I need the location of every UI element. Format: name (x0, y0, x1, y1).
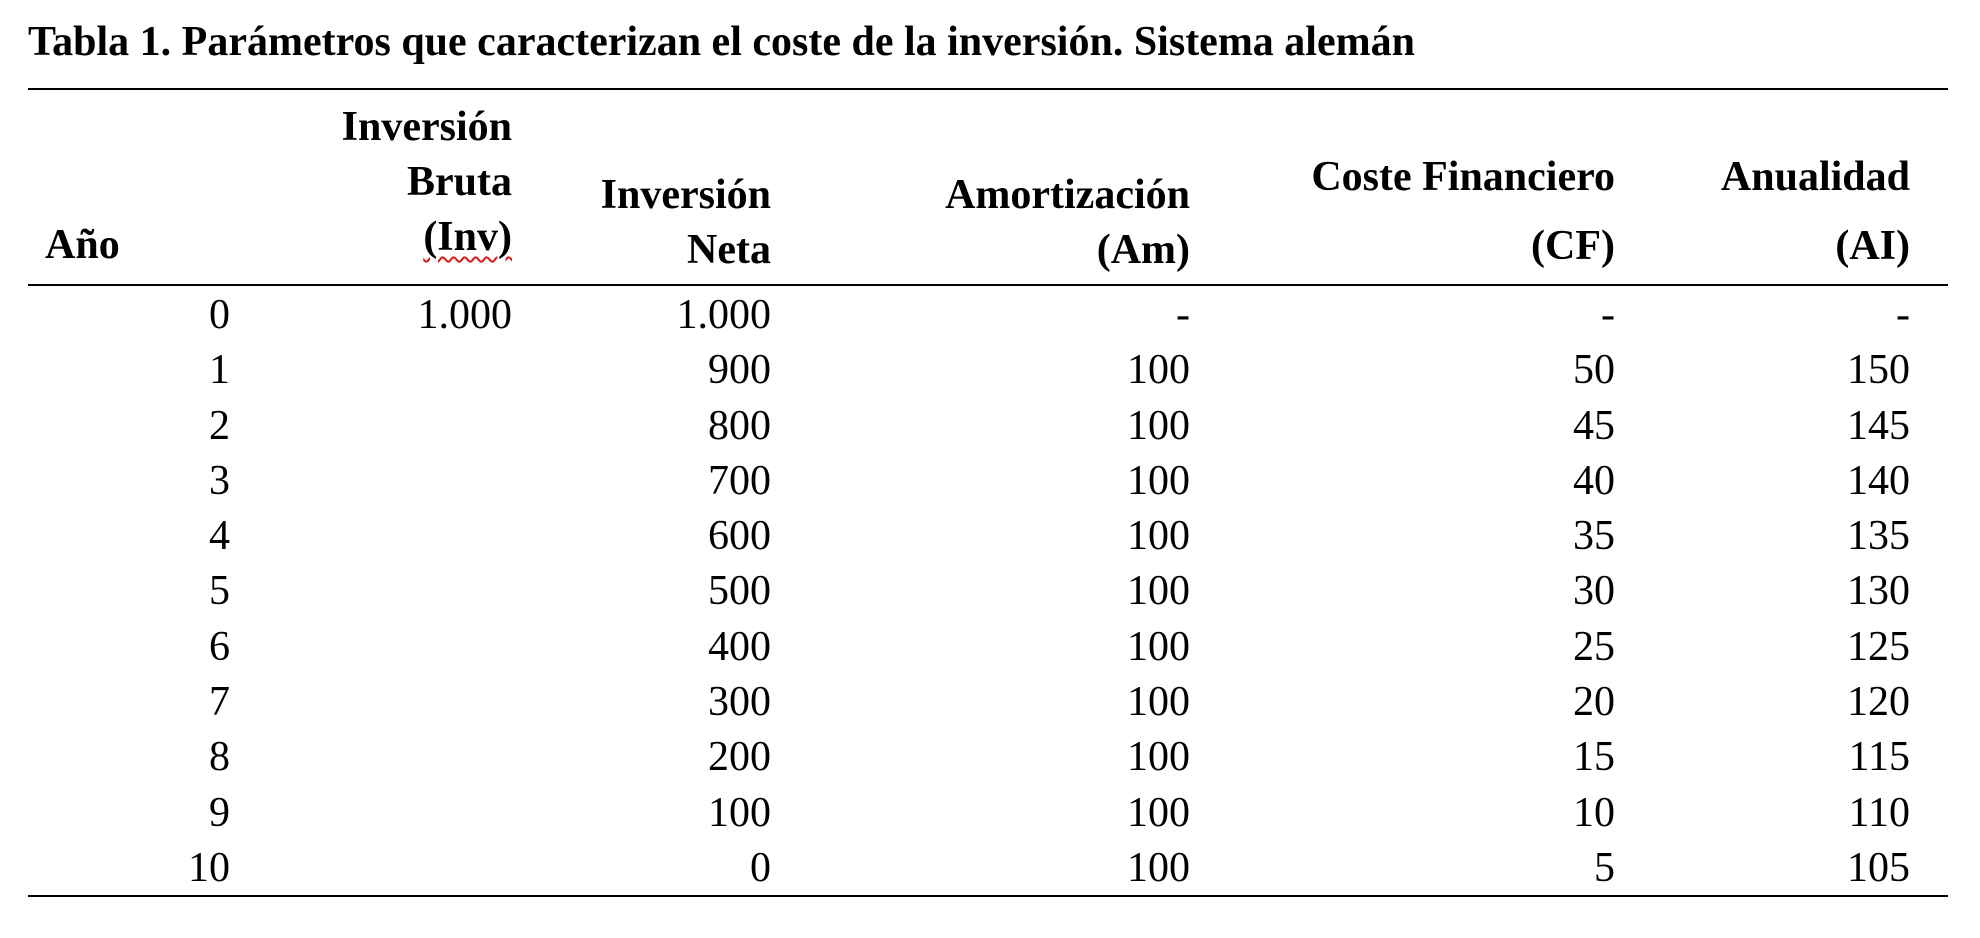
bottom-rule (28, 895, 1948, 897)
cell-bruta (350, 343, 512, 398)
header-bruta-line3 (300, 210, 512, 265)
cell-cf: 45 (1573, 402, 1615, 449)
cell-am: 100 (1127, 789, 1190, 836)
cell-ai: 145 (1847, 402, 1910, 449)
header-cf-line1: Coste Financiero (1311, 154, 1615, 200)
header-inversion-neta (560, 168, 771, 278)
cell-bruta (350, 786, 512, 841)
table-row (0, 564, 1980, 619)
cell-cf: - (1601, 292, 1615, 338)
cell-am: 100 (1127, 844, 1190, 891)
header-ai-line2: (AI) (1835, 223, 1910, 269)
table-row (0, 509, 1980, 564)
table-row (0, 620, 1980, 675)
cell-cf: 35 (1573, 513, 1615, 560)
cell-bruta (350, 564, 512, 619)
cell-neta: 600 (708, 513, 771, 560)
cell-ai: - (1896, 292, 1910, 338)
header-neta-line2: Neta (687, 227, 771, 273)
cell-cf: 40 (1573, 457, 1615, 504)
cell-ai: 110 (1848, 789, 1910, 836)
table-caption: Tabla 1. Parámetros que caracterizan el coste de la inversión. Sistema alemán (28, 19, 1415, 65)
cell-ano: 8 (209, 734, 230, 781)
header-am-line1: Amortización (945, 172, 1190, 218)
cell-bruta (350, 399, 512, 454)
cell-cf: 5 (1594, 844, 1615, 891)
cell-ano: 6 (209, 623, 230, 670)
cell-ano: 2 (209, 402, 230, 449)
cell-bruta (350, 730, 512, 785)
cell-bruta (350, 841, 512, 896)
table-row (0, 786, 1980, 841)
cell-ai: 120 (1847, 679, 1910, 726)
cell-am: 100 (1127, 457, 1190, 504)
header-ai-line1: Anualidad (1720, 154, 1910, 200)
cell-am: 100 (1127, 347, 1190, 394)
header-inversion-bruta (300, 100, 512, 265)
cell-ai: 150 (1847, 347, 1910, 394)
header-neta-line1: Inversión (600, 172, 771, 218)
table-row (0, 399, 1980, 454)
cell-neta: 0 (750, 844, 771, 891)
cell-cf: 10 (1573, 789, 1615, 836)
table-row (0, 454, 1980, 509)
cell-ai: 105 (1847, 844, 1910, 891)
table-row (0, 288, 1980, 343)
table-body (0, 288, 1980, 896)
table-row (0, 343, 1980, 398)
header-rule (28, 284, 1948, 286)
header-bruta-line3-text: (Inv) (423, 214, 512, 260)
cell-ano: 9 (209, 789, 230, 836)
cell-ano: 1 (209, 347, 230, 394)
cell-am: 100 (1127, 679, 1190, 726)
cell-neta: 500 (708, 568, 771, 615)
cell-cf: 25 (1573, 623, 1615, 670)
cell-ano: 0 (209, 292, 230, 338)
cell-ai: 130 (1847, 568, 1910, 615)
top-rule (28, 88, 1948, 90)
cell-cf: 50 (1573, 347, 1615, 394)
cell-ai: 115 (1848, 734, 1910, 781)
cell-ano: 3 (209, 457, 230, 504)
header-ano (45, 218, 120, 273)
table-row (0, 675, 1980, 730)
cell-am: 100 (1127, 734, 1190, 781)
table-row (0, 841, 1980, 896)
table-row (0, 730, 1980, 785)
cell-am: - (1176, 292, 1190, 338)
header-amortizacion (880, 168, 1190, 278)
cell-bruta (350, 620, 512, 675)
cell-ano: 5 (209, 568, 230, 615)
header-cf-line2: (CF) (1531, 223, 1615, 269)
cell-bruta (350, 454, 512, 509)
cell-ai: 135 (1847, 513, 1910, 560)
cell-bruta (350, 509, 512, 564)
cell-ano: 10 (188, 844, 230, 891)
cell-ai: 125 (1847, 623, 1910, 670)
cell-neta: 700 (708, 457, 771, 504)
header-coste-financiero (1250, 150, 1615, 274)
cell-bruta: 1.000 (417, 292, 512, 338)
cell-am: 100 (1127, 623, 1190, 670)
cell-ano: 4 (209, 513, 230, 560)
cell-am: 100 (1127, 402, 1190, 449)
cell-neta: 900 (708, 347, 771, 394)
cell-ai: 140 (1847, 457, 1910, 504)
cell-am: 100 (1127, 513, 1190, 560)
header-bruta-line1: Inversión (341, 104, 512, 150)
header-am-line2: (Am) (1096, 227, 1190, 273)
header-anualidad (1660, 150, 1910, 274)
header-ano-line1: Año (45, 222, 120, 268)
cell-neta: 400 (708, 623, 771, 670)
cell-neta: 100 (708, 789, 771, 836)
cell-am: 100 (1127, 568, 1190, 615)
cell-neta: 1.000 (676, 292, 771, 338)
cell-cf: 15 (1573, 734, 1615, 781)
cell-neta: 300 (708, 679, 771, 726)
header-bruta-line2: Bruta (407, 159, 512, 205)
cell-ano: 7 (209, 679, 230, 726)
cell-cf: 20 (1573, 679, 1615, 726)
cell-neta: 200 (708, 734, 771, 781)
cell-cf: 30 (1573, 568, 1615, 615)
cell-bruta (350, 675, 512, 730)
cell-neta: 800 (708, 402, 771, 449)
